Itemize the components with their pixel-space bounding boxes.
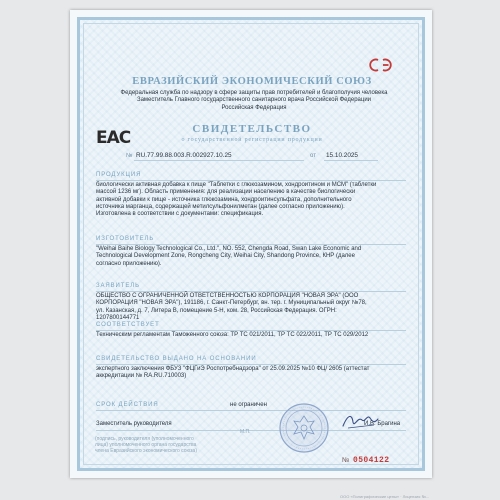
text-line: Техническим регламентам Таможенного союза: ТР ТС 021/2011, ТР ТС 022/2011, ТР ТС 029/2012: [96, 332, 369, 338]
certificate-subtitle: о государственной регистрации продукции: [181, 137, 323, 143]
serial-label: №: [342, 457, 350, 464]
section-text-product: [96, 182, 412, 218]
validity-heading: СРОК ДЕЙСТВИЯ: [96, 402, 159, 408]
date-label: от: [310, 153, 316, 159]
eac-mark: EAC: [96, 128, 131, 148]
text-line: источника марганца, содержащей метилсульфонилметан (далее согласно приложению).: [96, 203, 345, 210]
footnote-line: (подпись, руководителя (уполномоченного: [95, 436, 194, 442]
registration-date: 15.10.2025: [326, 152, 358, 159]
conformity-cs-logo-icon: [366, 58, 396, 72]
serial-number: 0504122: [353, 456, 390, 465]
text-line: согласно приложению).: [96, 260, 162, 267]
section-text-conforms: [96, 332, 412, 339]
signatory-footnote: [95, 436, 285, 454]
certificate-title: СВИДЕТЕЛЬСТВО: [192, 123, 312, 135]
footnote-line: члена Евразийского экономического союза): [95, 448, 197, 454]
section-text-applicant: [96, 293, 412, 322]
agency-line: Федеральная служба по надзору в сфере защиты прав потребителей и благополучия человека: [120, 90, 388, 96]
imprint-text: ООО «Полиграфические цены» · Лицензия №...: [340, 494, 430, 499]
section-text-manufacturer: [96, 246, 412, 268]
text-line: ОБЩЕСТВО С ОГРАНИЧЕННОЙ ОТВЕТСТВЕННОСТЬЮ КОРПОРАЦИЯ "НОВАЯ ЭРА" (ООО: [96, 293, 359, 299]
section-heading-basis: СВИДЕТЕЛЬСТВО ВЫДАНО НА ОСНОВАНИИ: [96, 356, 257, 362]
union-title: ЕВРАЗИЙСКИЙ ЭКОНОМИЧЕСКИЙ СОЮЗ: [132, 76, 372, 87]
text-line: КОРПОРАЦИЯ "НОВАЯ ЭРА"), 191186, г. Санкт-Петербург, вн. тер. г. Муниципальный округ №78,: [96, 300, 367, 307]
text-line: ул. Казанская, д. 7, Литера В, помещение 5-Н, ком. 28, Российская Федерация. ОГРН:: [96, 307, 337, 314]
text-line: массой 1236 мг). Область применения: для реализации населению в качестве биологически: [96, 189, 356, 196]
text-line: активной добавки к пище - источника глюкозамина, хондроитинсульфата, дополнительного: [96, 196, 352, 203]
section-heading-applicant: ЗАЯВИТЕЛЬ: [96, 283, 140, 289]
agency-line: Заместитель Главного государственного санитарного врача Российской Федерации: [136, 97, 372, 104]
section-heading-manufacturer: ИЗГОТОВИТЕЛЬ: [96, 236, 155, 242]
text-line: экспертного заключения ФБУЗ "ФЦГиЭ Роспотребнадзора" от 25.09.2025 №10 ФЦ/ 2605 (аттестат: [96, 366, 370, 372]
text-line: Technological Development Zone, Rongcheng City, Weihai City, Shandong Province, КНР (далее: [96, 253, 355, 260]
footnote-line: лица) уполномоченного органа государства: [95, 442, 197, 448]
handwritten-signature-icon: [340, 410, 380, 432]
text-line: биологически активная добавка к пище "Таблетки с глюкозамином, хондроитином и МСМ" (таблетки: [96, 182, 377, 188]
seal-place-label: М.П.: [240, 429, 251, 435]
number-label: №: [126, 153, 133, 159]
signatory-position: Заместитель руководителя: [96, 421, 172, 427]
agency-line: Российская Федерация: [221, 104, 287, 111]
text-line: Изготовлена в соответствии с документами: спецификация.: [96, 211, 264, 218]
state-seal-icon: [278, 402, 330, 454]
agency-block: [120, 90, 388, 112]
section-text-basis: [96, 366, 412, 381]
section-heading-product: ПРОДУКЦИЯ: [96, 172, 142, 178]
section-heading-conforms: СООТВЕТСТВУЕТ: [96, 322, 160, 328]
text-line: 1207800144771: [96, 314, 140, 321]
registration-number: RU.77.99.88.003.R.002927.10.25: [136, 152, 232, 159]
signatory-name: И.В. Брагина: [364, 421, 401, 427]
text-line: аккредитации № RA.RU.710003): [96, 373, 187, 380]
validity-value: не ограничен: [230, 402, 267, 408]
certificate-sheet: [70, 10, 432, 478]
text-line: "Weihai Baihe Biology Technological Co., Ltd.", NO. 552, Chengda Road, Swan Lake Economic and: [96, 246, 362, 252]
